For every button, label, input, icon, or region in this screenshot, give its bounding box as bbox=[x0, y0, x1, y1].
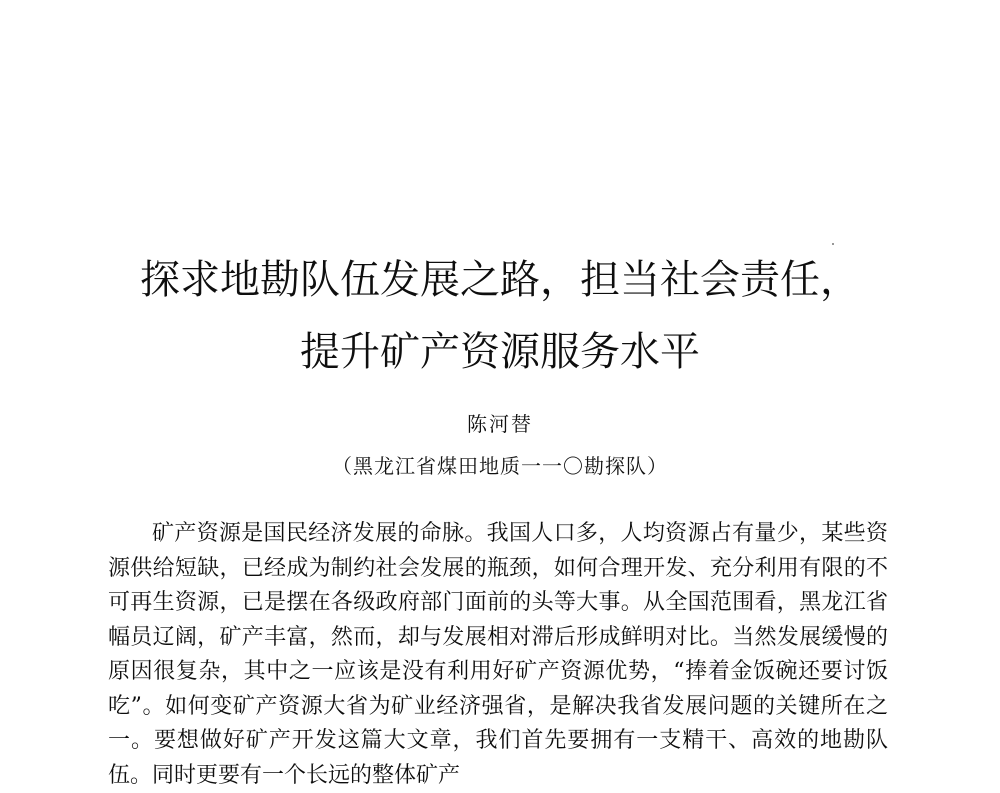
author-affiliation: （黑龙江省煤田地质一一〇勘探队） bbox=[332, 454, 668, 478]
article-title bbox=[0, 244, 1000, 388]
title-line-2: 提升矿产资源服务水平 bbox=[300, 329, 700, 375]
title-line-1: 探求地勘队伍发展之路，担当社会责任， bbox=[140, 257, 860, 303]
body-paragraph: 矿产资源是国民经济发展的命脉。我国人口多，人均资源占有量少，某些资源供给短缺，已经成为制约社会发展的瓶颈，如何合理开发、充分利用有限的不可再生资源，已是摆在各级政府部门面前的头等大事。从全国范围看，黑龙江省幅员辽阔，矿产丰富，然而，却与发展相对滞后形成鲜明对比。当然发展缓慢的原因很复杂，其中之一应该是没有利用好矿产资源优势，“捧着金饭碗还要讨饭吃”。如何变矿产资源大省为矿业经济强省，是解决我省发展问题的关键所在之一。要想做好矿产开发这篇大文章，我们首先要拥有一支精干、高效的地勘队伍。同时更要有一个长远的整体矿产 bbox=[108, 521, 888, 788]
author-name: 陈河替 bbox=[467, 412, 533, 436]
